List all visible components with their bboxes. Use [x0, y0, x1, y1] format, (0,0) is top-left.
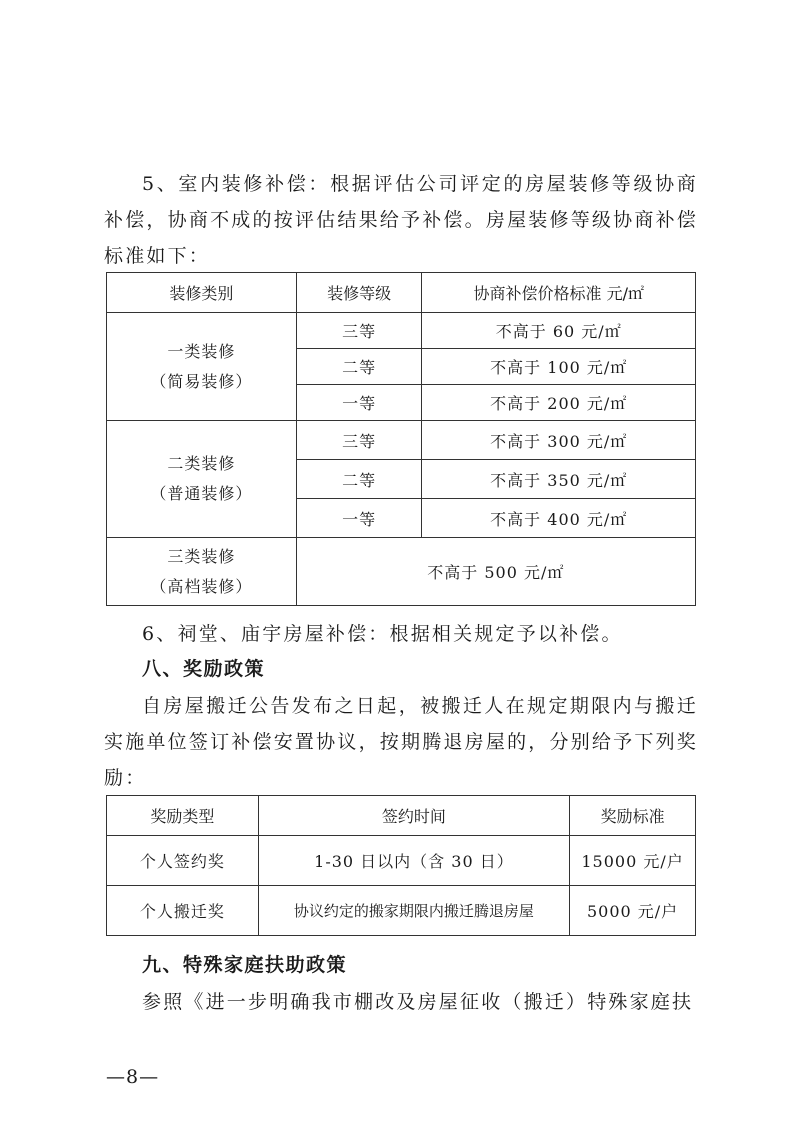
header-reward-standard: 奖励标准 [570, 796, 696, 836]
category-cell [107, 421, 297, 538]
header-price-standard: 协商补偿价格标准 元/㎡ [422, 273, 696, 313]
section-heading-reward: 八、奖励政策 [142, 658, 266, 680]
price-cell: 不高于 350 元/㎡ [422, 460, 696, 499]
temple-compensation-paragraph: 6、祠堂、庙宇房屋补偿：根据相关规定予以补偿。 [142, 623, 623, 645]
grade-cell: 三等 [296, 421, 422, 460]
category-name: 三类装修 [167, 546, 236, 566]
reward-table [106, 795, 696, 936]
reward-type-cell: 个人搬迁奖 [107, 886, 259, 936]
price-cell: 不高于 200 元/㎡ [422, 385, 696, 421]
price-cell: 不高于 100 元/㎡ [422, 349, 696, 385]
category-cell [107, 538, 297, 606]
price-cell: 不高于 500 元/㎡ [296, 538, 695, 606]
header-decoration-category: 装修类别 [107, 273, 297, 313]
price-cell: 不高于 400 元/㎡ [422, 499, 696, 538]
reward-paragraph: 自房屋搬迁公告发布之日起，被搬迁人在规定期限内与搬迁实施单位签订补偿安置协议，按期腾退房屋的，分别给予下列奖励： [104, 695, 698, 789]
grade-cell: 三等 [296, 313, 422, 349]
reward-standard-cell: 15000 元/户 [570, 836, 696, 886]
category-cell [107, 313, 297, 421]
signing-time-cell: 1-30 日以内（含 30 日） [258, 836, 569, 886]
category-subtitle: （普通装修） [150, 484, 253, 503]
page-number: —8— [106, 1066, 160, 1088]
special-family-paragraph: 参照《进一步明确我市棚改及房屋征收（搬迁）特殊家庭扶 [142, 991, 694, 1013]
price-cell: 不高于 300 元/㎡ [422, 421, 696, 460]
section-heading-special: 九、特殊家庭扶助政策 [142, 954, 348, 976]
decoration-compensation-paragraph: 5、室内装修补偿：根据评估公司评定的房屋装修等级协商补偿，协商不成的按评估结果给予补偿。房屋装修等级协商补偿标准如下： [104, 173, 698, 267]
header-decoration-grade: 装修等级 [296, 273, 422, 313]
grade-cell: 一等 [296, 499, 422, 538]
grade-cell: 二等 [296, 460, 422, 499]
category-subtitle: （高档装修） [150, 576, 253, 596]
signing-time-cell: 协议约定的搬家期限内搬迁腾退房屋 [258, 886, 569, 936]
decoration-compensation-table [106, 272, 696, 606]
reward-standard-cell: 5000 元/户 [570, 886, 696, 936]
reward-type-cell: 个人签约奖 [107, 836, 259, 886]
category-name: 二类装修 [167, 454, 236, 473]
grade-cell: 一等 [296, 385, 422, 421]
header-signing-time: 签约时间 [258, 796, 569, 836]
price-cell: 不高于 60 元/㎡ [422, 313, 696, 349]
category-subtitle: （简易装修） [150, 371, 253, 391]
grade-cell: 二等 [296, 349, 422, 385]
header-reward-type: 奖励类型 [107, 796, 259, 836]
category-name: 一类装修 [167, 341, 236, 361]
